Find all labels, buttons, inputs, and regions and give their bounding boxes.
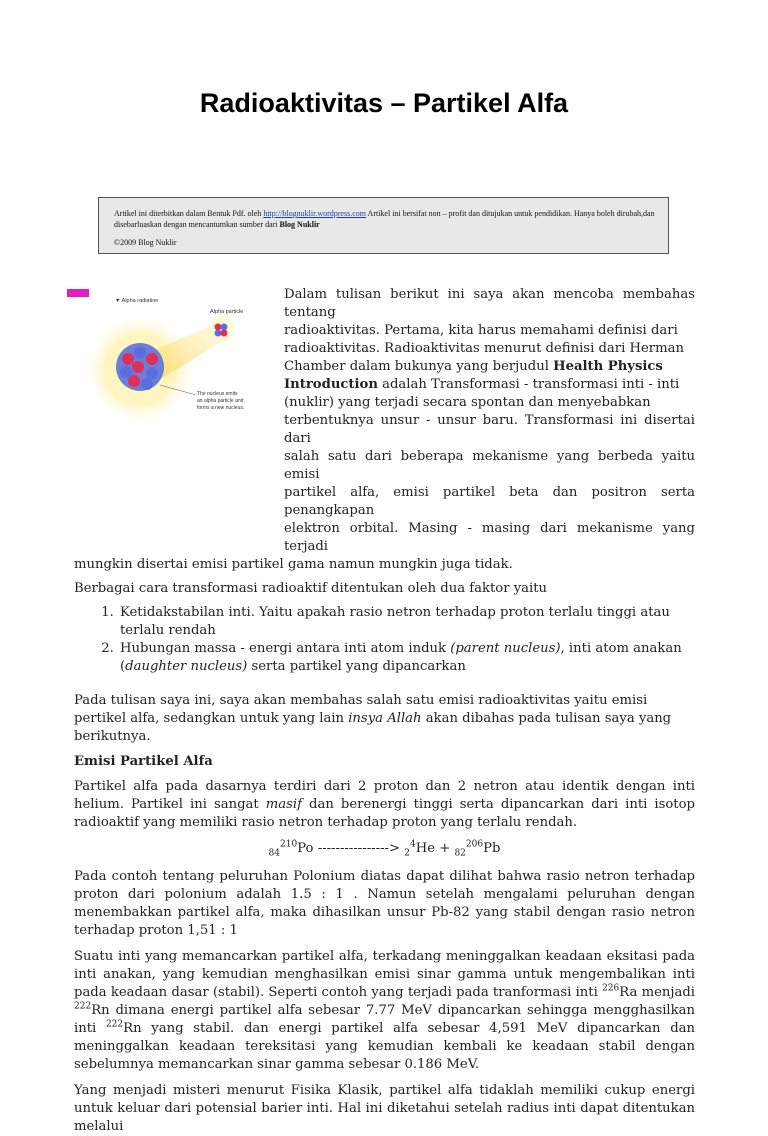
list-item-text: Hubungan massa - energi antara inti atom induk <box>120 641 451 656</box>
notice-source: Blog Nuklir <box>279 220 320 229</box>
publication-notice-box <box>98 197 669 254</box>
gamma-paragraph <box>74 948 695 1074</box>
atomic-number: 82 <box>454 848 466 859</box>
atomic-number: 84 <box>268 848 281 859</box>
intro-line: (nuklir) yang terjadi secara spontan dan menyebabkan <box>284 395 651 410</box>
reaction-arrow: ----------------> <box>313 841 405 856</box>
paragraph-text: dan berenergi tinggi serta dipancarkan dari inti isotop radioaktif yang memiliki rasio netron terhadap proton yang terlalu rendah. <box>74 797 695 830</box>
intro-line <box>284 358 695 376</box>
blog-link[interactable]: http://blognuklir.wordpress.com <box>263 209 366 218</box>
mass-number: 206 <box>465 839 484 850</box>
notice-text-end: Artikel ini bersifat non – profit dan ditujukan untuk pendidikan. Hanya boleh dirubah,dan disebarluaskan dengan mencantumkan sumber dari <box>114 209 655 229</box>
masif-term: masif <box>265 797 302 812</box>
element-symbol: Pb <box>483 841 501 856</box>
factors-lead: Berbagai cara transformasi radioaktif ditentukan oleh dua faktor yaitu <box>74 581 548 596</box>
element-symbol: He <box>415 841 436 856</box>
book-title-part-1: Health Physics <box>553 359 663 374</box>
parent-nucleus-term: (parent nucleus) <box>450 641 561 656</box>
scope-text: akan dibahas pada tulisan saya yang berikutnya. <box>74 711 672 744</box>
alpha-paragraph <box>74 778 695 832</box>
mass-number: 4 <box>409 839 416 850</box>
intro-line: salah satu dari beberapa mekanisme yang berbeda yaitu emisi <box>284 449 695 482</box>
mass-number: 210 <box>280 839 298 850</box>
nucleus-label-1: The nucleus emits <box>197 391 238 397</box>
page-title: Radioaktivitas – Partikel Alfa <box>199 88 569 118</box>
intro-section <box>74 286 695 1136</box>
scope-paragraph <box>74 692 695 746</box>
paragraph-text: Suatu inti yang memancarkan partikel alfa, terkadang meninggalkan keadaan eksitasi pada inti anakan, yang kemudian menghasilkan emisi sinar gamma untuk mengembalikan inti pada keadaan dasar (stabil). Seperti contoh yang terjadi pada tranformasi inti <box>74 949 695 1000</box>
intro-line: terbentuknya unsur - unsur baru. Transformasi ini disertai dari <box>284 413 695 446</box>
notice-text-start: Artikel ini diterbitkan dalam Bentuk Pdf. oleh <box>114 209 264 218</box>
list-item <box>118 640 695 676</box>
figure-caption: ▼ Alpha radiation <box>115 298 159 304</box>
element-symbol: Po <box>297 841 314 856</box>
list-item: 1. Ketidakstabilan inti. Yaitu apakah rasio netron terhadap proton terlalu tinggi atau terlalu rendah <box>118 604 695 640</box>
paragraph-text: Rn yang stabil. dan energi partikel alfa sebesar 4,591 MeV dipancarkan dan meninggalkan keadaan tereksitasi yang kemudian kembali ke keadaan stabil dengan sebelumnya memancarkan sinar gamma sebesar 0.186 MeV. <box>74 1021 696 1072</box>
scope-italic: insya Allah <box>348 711 422 726</box>
intro-line-full: mungkin disertai emisi partikel gama namun mungkin juga tidak. <box>74 557 513 572</box>
paragraph-text: Rn dimana energi partikel alfa sebesar 7.77 MeV dipancarkan sehingga mengghasilkan inti <box>74 1003 695 1036</box>
factors-list <box>74 604 695 676</box>
intro-line: radioaktivitas. Radioaktivitas menurut definisi dari Herman <box>284 341 684 356</box>
intro-line: elektron orbital. Masing - masing dari mekanisme yang terjadi <box>284 521 695 554</box>
mass-number: 226 <box>602 983 620 994</box>
intro-line: partikel alfa, emisi partikel beta dan positron serta penangkapan <box>284 485 695 518</box>
section-heading: Emisi Partikel Alfa <box>74 754 213 769</box>
particle-label: Alpha particle <box>210 309 244 315</box>
intro-line <box>284 376 695 394</box>
decay-equation <box>74 840 695 858</box>
paragraph-text: Partikel alfa pada dasarnya terdiri dari 2 proton dan 2 netron atau identik dengan inti helium. Partikel ini sangat <box>74 779 695 812</box>
copyright-text: ©2009 Blog Nuklir <box>114 238 177 247</box>
intro-line: Dalam tulisan berikut ini saya akan mencoba membahas tentang <box>284 287 695 320</box>
notice-text <box>114 208 658 230</box>
atomic-number: 2 <box>404 848 410 859</box>
nucleus-label-2: an alpha particle and <box>197 398 244 404</box>
plus-sign: + <box>435 841 455 856</box>
mass-number: 222 <box>105 1019 124 1030</box>
nucleus-label-3: forms a new nucleus. <box>197 405 245 411</box>
list-item-text: , inti atom anakan ( <box>120 641 682 674</box>
paragraph-text: Ra menjadi <box>619 985 695 1000</box>
intro-line-text: adalah Transformasi - transformasi inti - inti <box>377 377 680 392</box>
list-item-text: serta partikel yang dipancarkan <box>247 659 466 674</box>
daughter-nucleus-term: daughter nucleus) <box>125 659 248 674</box>
book-title-part-2: Introduction <box>284 377 378 392</box>
intro-paragraph-wrapped <box>284 286 695 556</box>
intro-line: radioaktivitas. Pertama, kita harus memahami definisi dari <box>284 323 678 338</box>
mystery-paragraph: Yang menjadi misteri menurut Fisika Klasik, partikel alfa tidaklah memiliki cukup energi untuk keluar dari potensial barier inti. Hal ini diketahui setelah radius inti dapat ditentukan melalui <box>74 1083 695 1134</box>
polonium-paragraph: Pada contoh tentang peluruhan Polonium diatas dapat dilihat bahwa rasio netron terhadap proton dari polonium adalah 1.5 : 1 . Namun setelah mengalami peluruhan dengan menembakkan partikel alfa, maka dihasilkan unsur Pb-82 yang stabil dengan rasio netron terhadap proton 1,51 : 1 <box>74 869 695 938</box>
intro-line-text: Chamber dalam bukunya yang berjudul <box>284 359 554 374</box>
scope-text: Pada tulisan saya ini, saya akan membahas salah satu emisi radioaktivitas yaitu emisi pertikel alfa, sedangkan untuk yang lain <box>74 693 648 726</box>
mass-number: 222 <box>74 1001 92 1012</box>
